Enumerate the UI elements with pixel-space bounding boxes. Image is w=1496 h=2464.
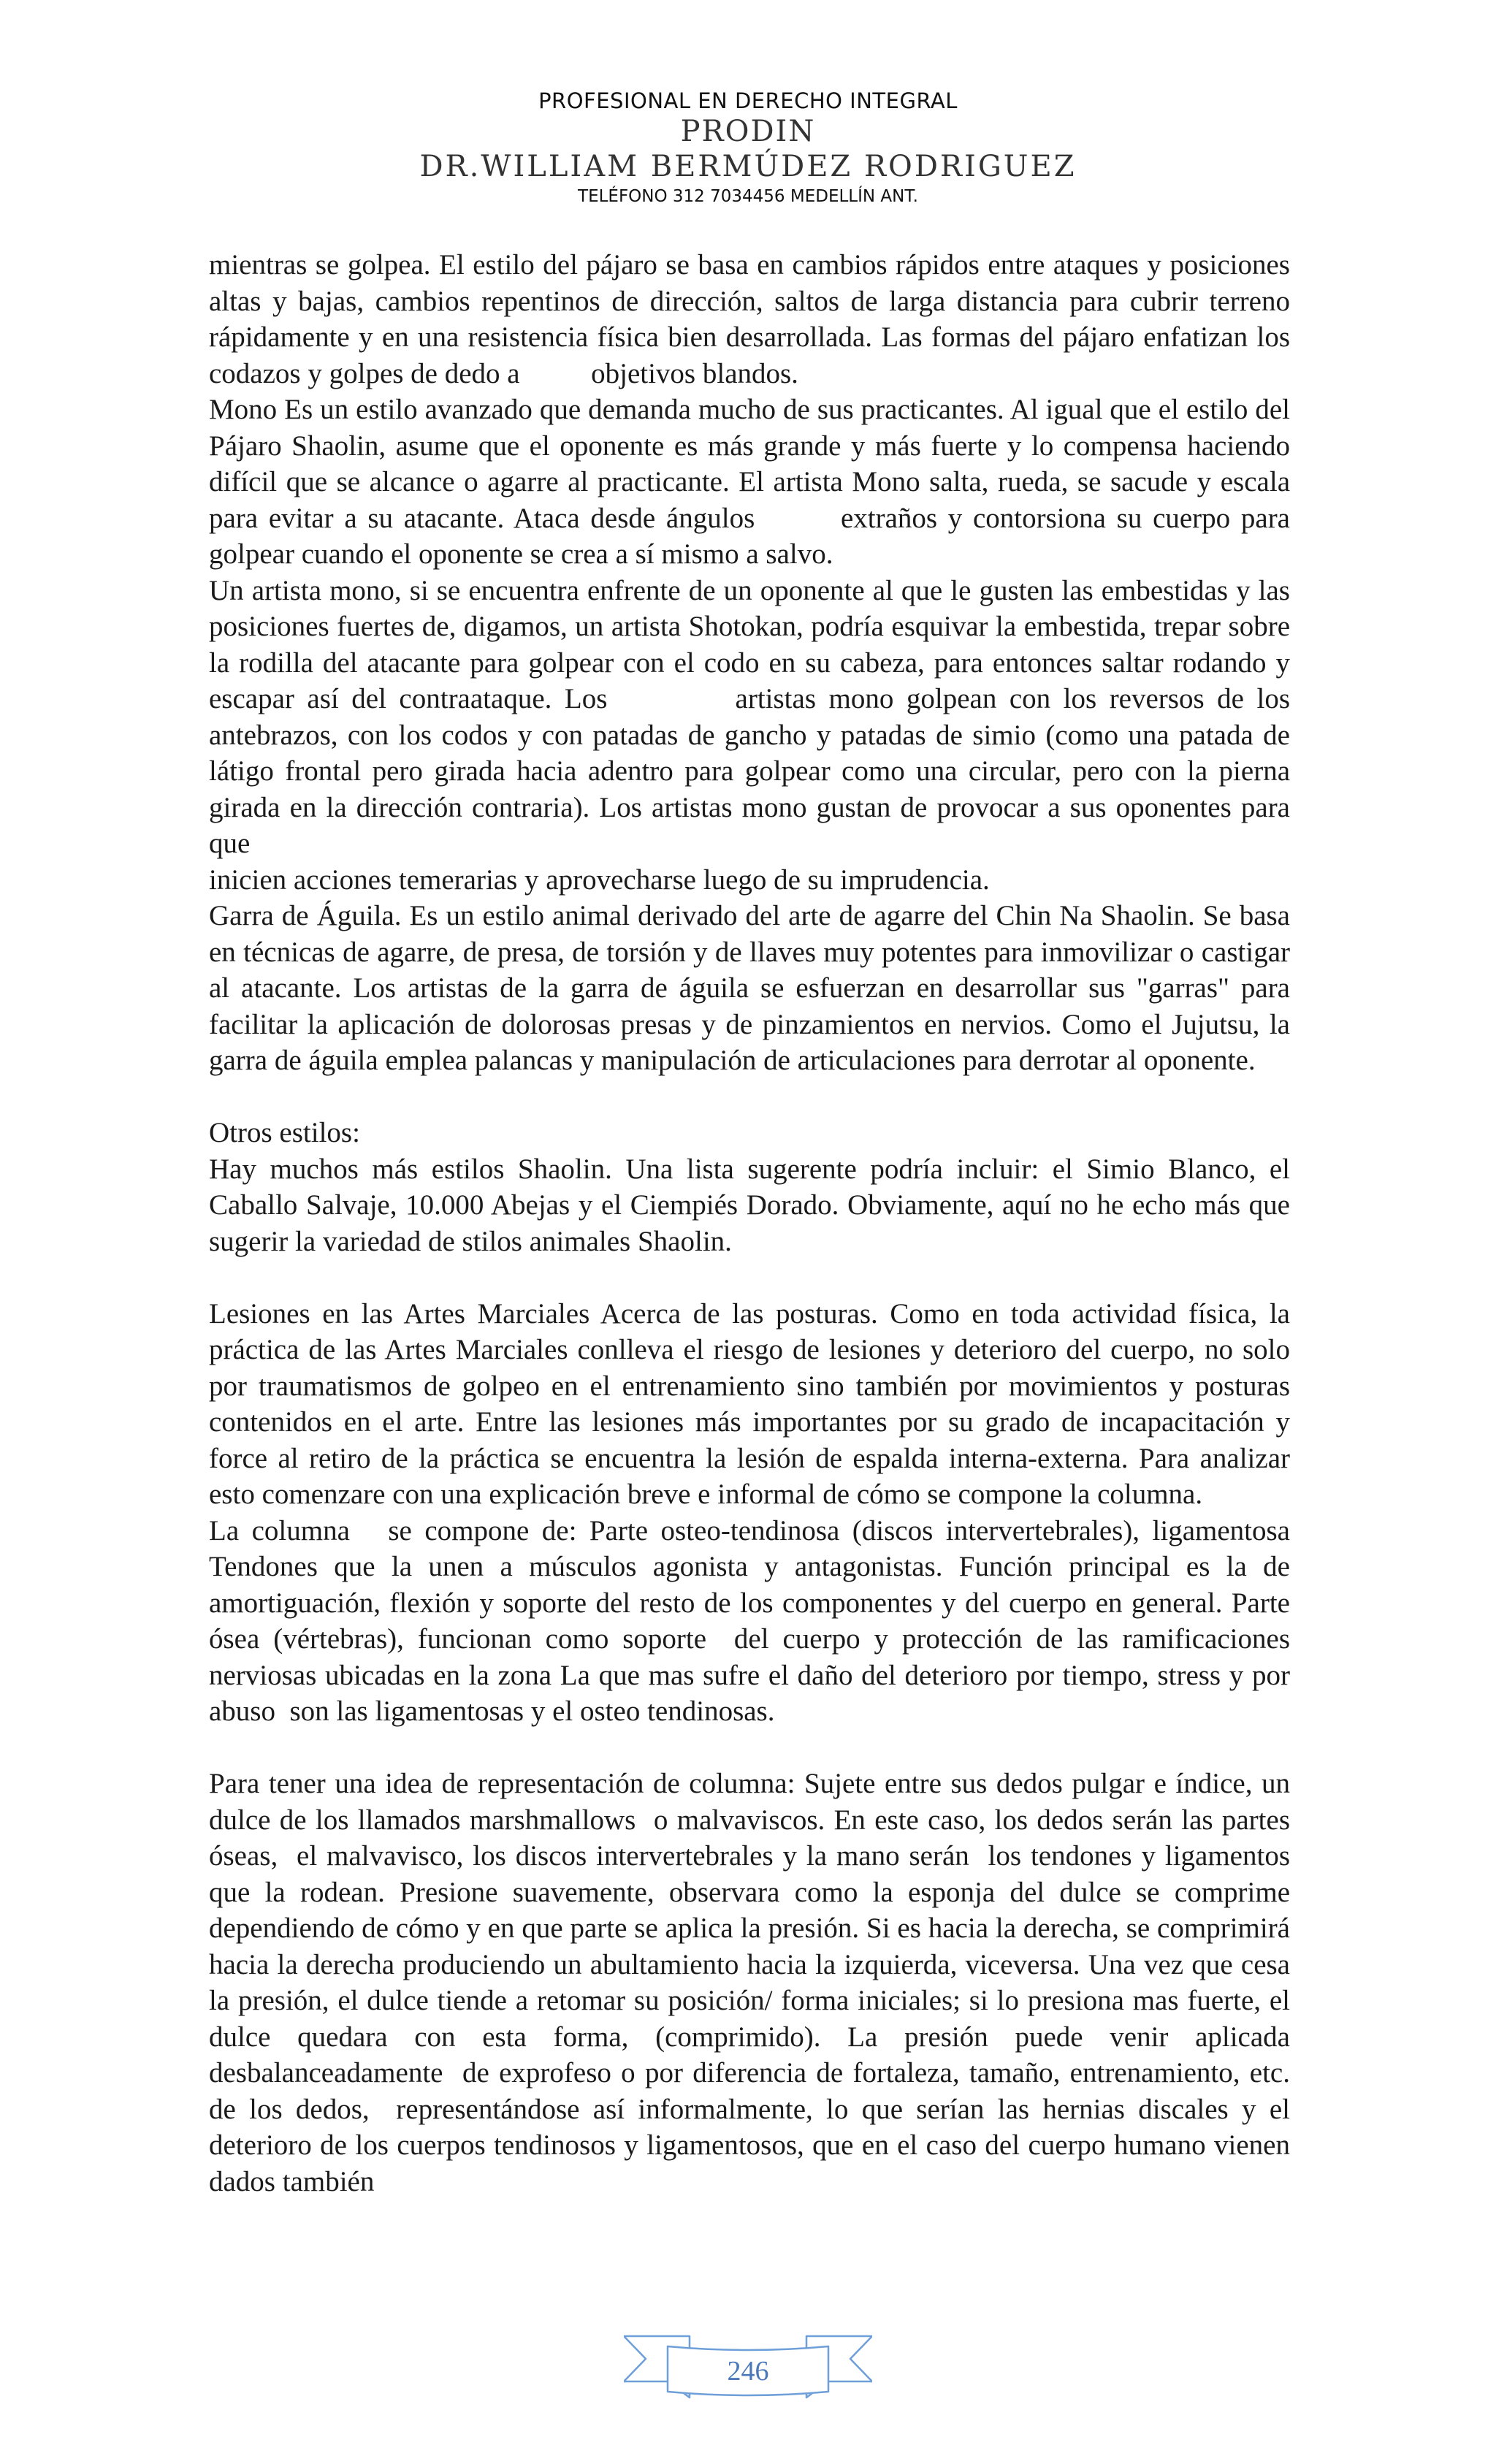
- page-number-ribbon: [624, 2330, 872, 2411]
- header-firm-acronym: PRODIN: [680, 115, 816, 148]
- paragraph-gap: [209, 1730, 1290, 1766]
- header-firm-title: PROFESIONAL EN DERECHO INTEGRAL: [538, 88, 958, 113]
- page-header: [0, 88, 1496, 207]
- paragraph-bird-style: mientras se golpea. El estilo del pájaro se basa en cambios rápidos entre ataques y posiciones altas y bajas, cambios repentinos de dirección, saltos de larga distancia para cubrir terreno rápidamente y en una resistencia física bien desarrollada. Las formas del pájaro enfatizan los codazos y golpes de dedo a objetivos blandos.: [209, 249, 1297, 389]
- section-heading-other-styles: Otros estilos:: [209, 1117, 360, 1148]
- paragraph-monkey-style: Mono Es un estilo avanzado que demanda mucho de sus practicantes. Al igual que el estilo del Pájaro Shaolin, asume que el oponente es más grande y más fuerte y lo compensa haciendo difícil que se alcance o agarre al practicante. El artista Mono salta, rueda, se sacude y escala para evitar a su atacante. Ataca desde ángulos extraños y contorsiona su cuerpo para golpear cuando el oponente se crea a sí mismo a salvo.: [209, 394, 1297, 570]
- paragraph-eagle-claw: Garra de Águila. Es un estilo animal derivado del arte de agarre del Chin Na Shaolin. Se basa en técnicas de agarre, de presa, de torsión y de llaves muy potentes para inmovilizar o castigar al atacante. Los artistas de la garra de águila se esfuerzan en desarrollar sus "garras" para facilitar la aplicación de dolorosas presas y de pinzamientos en nervios. Como el Jujutsu, la garra de águila emplea palancas y manipulación de articulaciones para derrotar al oponente.: [209, 900, 1290, 1076]
- header-author-name: DR.WILLIAM BERMÚDEZ RODRIGUEZ: [419, 150, 1077, 183]
- header-phone: TELÉFONO 312 7034456 MEDELLÍN ANT.: [578, 187, 918, 206]
- paragraph-injuries: Lesiones en las Artes Marciales Acerca de las posturas. Como en toda actividad física, la práctica de las Artes Marciales conlleva el riesgo de lesiones y deterioro del cuerpo, no solo por traumatismos de golpeo en el entrenamiento sino también por movimientos y posturas contenidos en el arte. Entre las lesiones más importantes por su grado de incapacitación y force al retiro de la práctica se encuentra la lesión de espalda interna-externa. Para analizar esto comenzare con una explicación breve e informal de cómo se compone la columna.: [209, 1297, 1290, 1510]
- paragraph-marshmallow-example: Para tener una idea de representación de columna: Sujete entre sus dedos pulgar e índice, un dulce de los llamados marshmallows o malvaviscos. En este caso, los dedos serán las partes óseas, el malvavisco, los discos intervertebrales y la mano serán los tendones y ligamentos que la rodean. Presione suavemente, observara como la esponja del dulce se comprime dependiendo de cómo y en que parte se aplica la presión. Si es hacia la derecha, se comprimirá hacia la derecha produciendo un abultamiento hacia la izquierda, viceversa. Una vez que cesa la presión, el dulce tiende a retomar su posición/ forma iniciales; si lo presiona mas fuerte, el dulce quedara con esta forma, (comprimido). La presión puede venir aplicada desbalanceadamente de exprofeso o por diferencia de fortaleza, tamaño, entrenamiento, etc. de los dedos, representándose así informalmente, lo que serían las hernias discales y el deterioro de los cuerpos tendinosos y ligamentosos, que en el caso del cuerpo humano vienen dados también: [209, 1768, 1297, 2197]
- paragraph-gap: [209, 1079, 1290, 1115]
- paragraph-gap: [209, 1259, 1290, 1296]
- paragraph-monkey-artist: Un artista mono, si se encuentra enfrente de un oponente al que le gusten las embestidas y las posiciones fuertes de, digamos, un artista Shotokan, podría esquivar la embestida, trepar sobre la rodilla del atacante para golpear con el codo en su cabeza, para entonces saltar rodando y escapar así del contraataque. Los artistas mono golpean con los reversos de los antebrazos, con los codos y con patadas de gancho y patadas de simio (como una patada de látigo frontal pero girada hacia adentro para golpear como una circular, pero con la pierna girada en la dirección contraria). Los artistas mono gustan de provocar a sus oponentes para que: [209, 574, 1297, 859]
- paragraph-spine-composition: La columna se compone de: Parte osteo-tendinosa (discos intervertebrales), ligamentosa Tendones que la unen a músculos agonista y antagonistas. Función principal es la de amortiguación, flexión y soporte del resto de los componentes y del cuerpo en general. Parte ósea (vértebras), funcionan como soporte del cuerpo y protección de las ramificaciones nerviosas ubicadas en la zona La que mas sufre el daño del deterioro por tiempo, stress y por abuso son las ligamentosas y el osteo tendinosas.: [209, 1514, 1297, 1727]
- paragraph-monkey-artist-end: inicien acciones temerarias y aprovecharse luego de su imprudencia.: [209, 863, 990, 896]
- document-body: [209, 247, 1297, 2200]
- page-number: 246: [727, 2356, 769, 2387]
- paragraph-other-styles: Hay muchos más estilos Shaolin. Una lista sugerente podría incluir: el Simio Blanco, el Caballo Salvaje, 10.000 Abejas y el Ciempiés Dorado. Obviamente, aquí no he echo más que sugerir la variedad de stilos animales Shaolin.: [209, 1153, 1290, 1257]
